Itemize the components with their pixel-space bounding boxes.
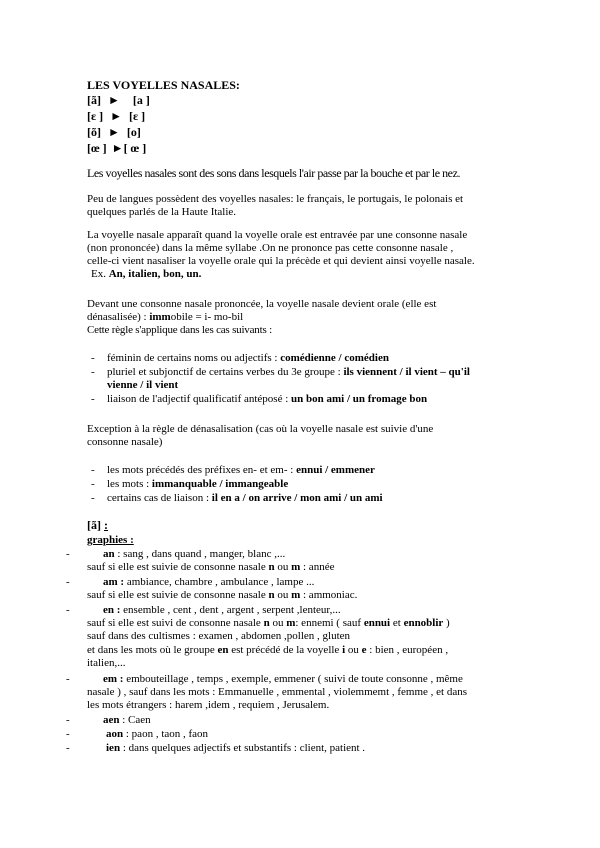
correspondence-row: [õ] ► [o] <box>87 125 141 139</box>
arrow-icon: ► <box>108 125 120 139</box>
paragraph-languages-line: Peu de langues possèdent des voyelles nasales: le français, le portugais, le polonais et <box>87 193 464 205</box>
graphie-entry: em : embouteillage , temps , exemple, emmener ( suivi de toute consonne , même <box>103 673 463 685</box>
graphie-note: sauf si elle est suivie de consonne nasale n ou m : année <box>87 561 335 573</box>
exception-line: Exception à la règle de dénasalisation (cas où la voyelle nasale est suivie d'une <box>87 423 434 435</box>
paragraph-rule-line: (non prononcée) dans la même syllabe .On ne prononce pas cette consonne nasale , <box>87 242 454 254</box>
graphie-entry: ien : dans quelques adjectifs et substantifs : client, patient . <box>106 742 366 754</box>
list-item: les mots : immanquable / immangeable <box>107 478 289 490</box>
list-bullet: - <box>66 728 70 740</box>
graphie-note: et dans les mots où le groupe en est précédé de la voyelle i ou e : bien , européen , <box>87 644 449 656</box>
arrow-icon: ► <box>110 109 123 123</box>
page-title: LES VOYELLES NASALES: <box>87 78 240 92</box>
paragraph-denasal-line: Cette règle s'applique dans les cas suivants : <box>87 324 272 336</box>
list-bullet: - <box>91 492 95 504</box>
exception-line: consonne nasale) <box>87 436 163 448</box>
graphies-label: graphies : <box>87 534 134 546</box>
list-bullet: - <box>66 714 70 726</box>
arrow-icon: ► <box>111 141 124 155</box>
graphie-entry: aon : paon , taon , faon <box>106 728 209 740</box>
list-bullet: - <box>91 393 95 405</box>
list-bullet: - <box>91 478 95 490</box>
list-bullet: - <box>91 352 95 364</box>
section-heading: [ã] : <box>87 518 108 532</box>
paragraph-denasal-line: Devant une consonne nasale prononcée, la voyelle nasale devient orale (elle est <box>87 298 437 310</box>
paragraph-definition: Les voyelles nasales sont des sons dans lesquels l'air passe par la bouche et par le nez. <box>87 166 460 180</box>
list-bullet: - <box>66 604 70 616</box>
list-item-continuation: vienne / il vient <box>107 379 179 391</box>
graphie-entry: aen : Caen <box>103 714 151 726</box>
list-item: certains cas de liaison : il en a / on arrive / mon ami / un ami <box>107 492 383 504</box>
correspondence-row: [ã] ► [a ] <box>87 93 150 107</box>
graphie-note: nasale ) , sauf dans les mots : Emmanuelle , emmental , violemmemt , femme , et dans <box>87 686 468 698</box>
correspondence-row: [œ ] ►[ œ ] <box>87 141 147 155</box>
graphie-entry: en : ensemble , cent , dent , argent , serpent ,lenteur,... <box>103 604 341 616</box>
correspondence-row: [ɛ ] ► [ɛ ] <box>87 109 146 123</box>
list-item: liaison de l'adjectif qualificatif antéposé : un bon ami / un fromage bon <box>107 393 428 405</box>
list-bullet: - <box>66 548 70 560</box>
list-bullet: - <box>66 742 70 754</box>
graphie-note: les mots étrangers : harem ,idem , requiem , Jerusalem. <box>87 699 330 711</box>
list-item: féminin de certains noms ou adjectifs : comédienne / comédien <box>107 352 389 364</box>
list-bullet: - <box>66 673 70 685</box>
list-bullet: - <box>91 464 95 476</box>
example-line: Ex. An, italien, bon, un. <box>91 268 202 280</box>
graphie-entry: an : sang , dans quand , manger, blanc ,... <box>103 548 286 560</box>
paragraph-languages-line: quelques parlés de la Haute Italie. <box>87 206 237 218</box>
graphie-note: italien,... <box>87 657 126 669</box>
paragraph-rule-line: La voyelle nasale apparaît quand la voyelle orale est entravée par une consonne nasale <box>87 229 468 241</box>
graphie-note: sauf dans des cultismes : examen , abdomen ,pollen , gluten <box>87 630 351 642</box>
graphie-note: sauf si elle est suivi de consonne nasale n ou m: ennemi ( sauf ennui et ennoblir ) <box>87 617 450 629</box>
paragraph-denasal-line: dénasalisée) : immobile = i- mo-bil <box>87 311 244 323</box>
paragraph-rule-line: celle-ci vient nasaliser la voyelle orale qui la précède et qui devient ainsi voyelle nasale. <box>87 255 475 267</box>
list-bullet: - <box>66 576 70 588</box>
graphie-note: sauf si elle est suivie de consonne nasale n ou m : ammoniac. <box>87 589 358 601</box>
list-item: les mots précédés des préfixes en- et em- : ennui / emmener <box>107 464 375 476</box>
list-item: pluriel et subjonctif de certains verbes du 3e groupe : ils viennent / il vient – qu'il <box>107 366 470 378</box>
list-bullet: - <box>91 366 95 378</box>
graphie-entry: am : ambiance, chambre , ambulance , lampe ... <box>103 576 315 588</box>
arrow-icon: ► <box>108 93 120 107</box>
